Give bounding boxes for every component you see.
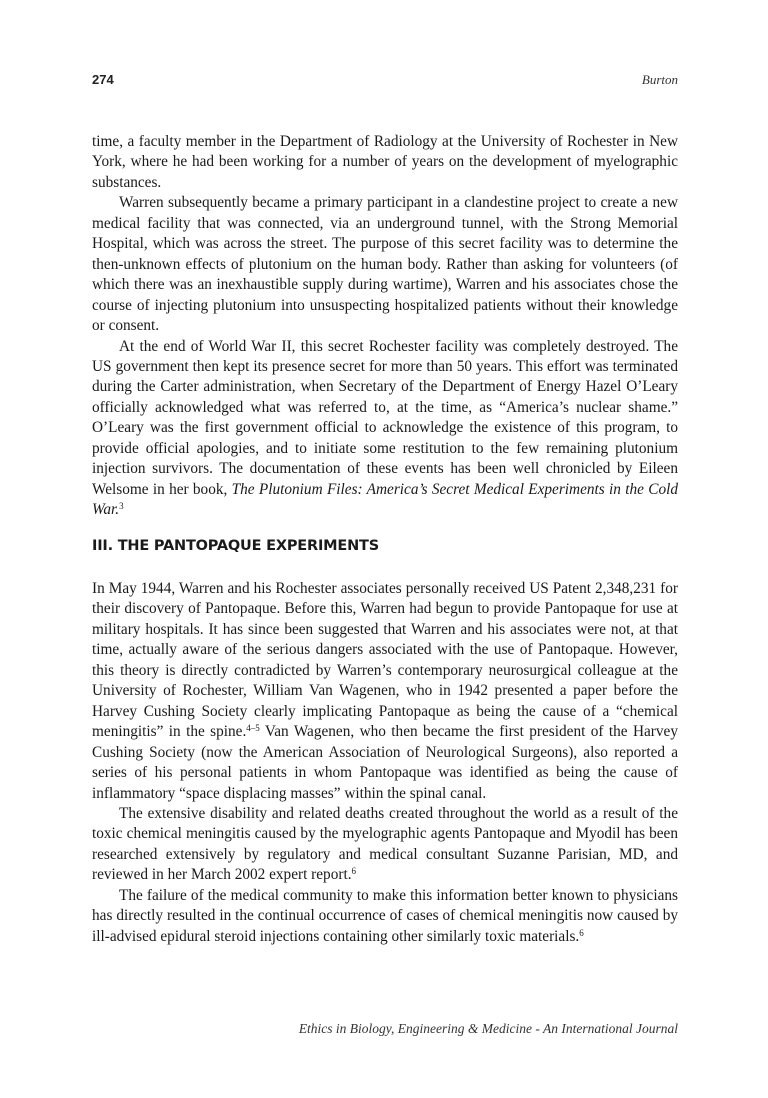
paragraph-text: Van Wagenen, who then became the first president of the Harvey Cushing Society (now the American Association of Neurological Surgeons), also reported a series of his personal patients in whom Pantopaque was identified as being the cause of inflammatory “space displacing masses” within the spinal canal.: [92, 723, 678, 802]
body-text-section-1: [92, 132, 678, 521]
reference-superscript: 6: [351, 866, 357, 877]
paragraph: time, a faculty member in the Department of Radiology at the University of Rochester in New York, where he had been working for a number of years on the development of myelographic substances.: [92, 133, 678, 191]
paragraph: [92, 579, 678, 804]
section-heading: III. THE PANTOPAQUE EXPERIMENTS: [92, 538, 379, 554]
paragraph-text: In May 1944, Warren and his Rochester associates personally received US Patent 2,348,231 for their discovery of Pantopaque. Before this, Warren had begun to provide Pantopaque for use at military hospitals. It has since been suggested that Warren and his associates were not, at that time, actually aware of the serious dangers associated with the use of Pantopaque. However, this theory is directly contradicted by Warren’s contemporary neurosurgical colleague at the University of Rochester, William Van Wagenen, who in 1942 presented a paper before the Harvey Cushing Society clearly implicating Pantopaque as being the cause of a “chemical meningitis” in the spine.: [92, 580, 678, 741]
page-number: 274: [92, 72, 114, 87]
reference-superscript: 4–5: [246, 723, 260, 734]
book-title: The Plutonium Files: America’s Secret Medical Experiments in the Cold War.: [92, 480, 678, 519]
reference-superscript: 6: [579, 927, 584, 938]
running-head: [92, 72, 678, 90]
running-head-author: Burton: [641, 72, 678, 87]
paragraph: [92, 804, 678, 886]
paragraph-text: The extensive disability and related deaths created throughout the world as a result of the toxic chemical meningitis caused by the myelographic agents Pantopaque and Myodil has been researched extensively by regulatory and medical consultant Suzanne Parisian, MD, and reviewed in her March 2002 expert report.: [92, 804, 678, 884]
paragraph: Warren subsequently became a primary participant in a clandestine project to create a new medical facility that was connected, via an underground tunnel, with the Strong Memorial Hospital, which was across the street. The purpose of this secret facility was to determine the then-unknown effects of plutonium on the human body. Rather than asking for volunteers (of which there was an inexhaustible supply during wartime), Warren and his associates chose the course of injecting plutonium into unsuspecting hospitalized patients without their knowledge or consent.: [92, 194, 678, 335]
paragraph: [92, 886, 678, 947]
paragraph: [92, 337, 678, 521]
journal-footer: Ethics in Biology, Engineering & Medicine - An International Journal: [298, 1021, 678, 1036]
paragraph-text: At the end of World War II, this secret Rochester facility was completely destroyed. The US government then kept its presence secret for more than 50 years. This effort was terminated during the Carter administration, when Secretary of the Department of Energy Hazel O’Leary officially acknowledged what was referred to, at the time, as “America’s nuclear shame.” O’Leary was the first government official to acknowledge the existence of this program, to provide official apologies, and to initiate some restitution to the few remaining plutonium injection survivors. The documentation of these events has been well chronicled by Eileen Welsome in her book,: [92, 337, 678, 498]
reference-superscript: 3: [119, 501, 124, 512]
paragraph-text: The failure of the medical community to make this information better known to physicians has directly resulted in the continual occurrence of cases of chemical meningitis now caused by ill-advised epidural steroid injections containing other similarly toxic materials.: [92, 886, 678, 945]
body-text-section-2: [92, 579, 678, 947]
